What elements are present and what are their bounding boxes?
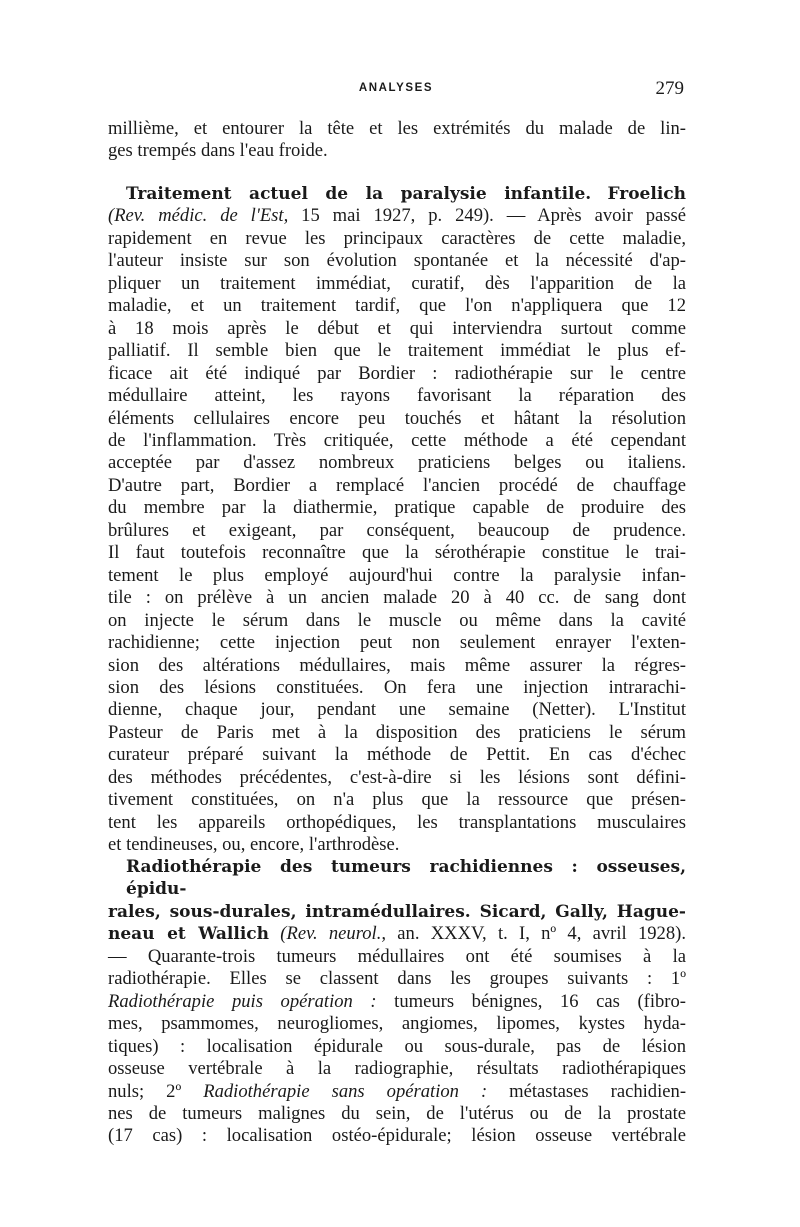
text-line: des méthodes précédentes, c'est-à-dire si les lésions sont défini-	[108, 766, 686, 788]
text-line: millième, et entourer la tête et les extrémités du malade de lin-	[108, 118, 686, 139]
text-line: acceptée par d'assez nombreux praticiens belges ou italiens.	[108, 452, 686, 474]
text-fragment: métastases rachidien-	[509, 1080, 687, 1102]
text-line	[108, 923, 686, 945]
text-line: nes de tumeurs malignes du sein, de l'utérus ou de la prostate	[108, 1102, 686, 1124]
text-line: dienne, chaque jour, pendant une semaine (Netter). L'Institut	[108, 699, 686, 721]
text-line: rachidienne; cette injection peut non seulement enrayer l'exten-	[108, 632, 686, 654]
text-line: Pasteur de Paris met à la disposition des praticiens le sérum	[108, 721, 686, 743]
text-line: Il faut toutefois reconnaître que la sérothérapie constitue le trai-	[108, 542, 686, 564]
page-header	[108, 78, 684, 104]
text-line: palliatif. Il semble bien que le traitement immédiat le plus ef-	[108, 340, 686, 362]
citation-details: 15 mai 1927, p. 249).	[301, 205, 494, 227]
page-number: 279	[655, 78, 684, 99]
text-line: tement le plus employé aujourd'hui contre la paralysie infan-	[108, 564, 686, 586]
text-line	[108, 991, 686, 1013]
text-line	[108, 1081, 686, 1103]
text-line: tent les appareils orthopédiques, les transplantations musculaires	[108, 811, 686, 833]
text-fragment: nuls; 2º	[108, 1080, 182, 1102]
text-line: l'auteur insiste sur son évolution spontanée et la nécessité d'ap-	[108, 250, 686, 272]
abstract-authors: neau et Wallich	[108, 924, 269, 945]
text-line: radiothérapie. Elles se classent dans les groupes suivants : 1º	[108, 968, 686, 990]
text-line: on injecte le sérum dans le muscle ou même dans la cavité	[108, 609, 686, 631]
abstract-title: Radiothérapie des tumeurs rachidiennes : osseuses, épidu-	[126, 857, 686, 900]
text-line: osseuse vertébrale à la radiographie, résultats radiothérapiques	[108, 1058, 686, 1080]
abstract-radiotherapie-tumeurs	[108, 856, 686, 1148]
paragraph-continuation	[108, 118, 686, 163]
text-fragment: — Après avoir passé	[506, 205, 686, 227]
text-line: tiques) : localisation épidurale ou sous-durale, pas de lésion	[108, 1035, 686, 1057]
abstract-title: Traitement actuel de la paralysie infantile.	[126, 184, 592, 204]
text-line: et tendineuses, ou, encore, l'arthrodèse.	[108, 834, 400, 856]
text-line: médullaire atteint, les rayons favorisant la réparation des	[108, 385, 686, 407]
text-line: sion des altérations médullaires, mais même assurer la régres-	[108, 654, 686, 676]
citation-journal: (Rev. neurol.,	[280, 923, 386, 945]
text-line: curateur préparé suivant la méthode de Pettit. En cas d'échec	[108, 744, 686, 766]
text-line: pliquer un traitement immédiat, curatif, dès l'apparition de la	[108, 272, 686, 294]
text-line: ficace ait été indiqué par Bordier : radiothérapie sur le centre	[108, 362, 686, 384]
group-label: Radiothérapie puis opération :	[108, 990, 377, 1012]
text-line: D'autre part, Bordier a remplacé l'ancien procédé de chauffage	[108, 474, 686, 496]
text-line: brûlures et exigeant, par conséquent, beaucoup de prudence.	[108, 519, 686, 541]
text-line: sion des lésions constituées. On fera une injection intrarachi-	[108, 676, 686, 698]
text-line: du membre par la diathermie, pratique capable de produire des	[108, 497, 686, 519]
running-title: ANALYSES	[358, 82, 434, 94]
abstract-author: Froelich	[607, 184, 686, 204]
abstract-heading-line	[108, 183, 686, 205]
text-line: éléments cellulaires encore peu touchés et hâtant la résolution	[108, 407, 686, 429]
text-line: ges trempés dans l'eau froide.	[108, 140, 328, 162]
text-line: de l'inflammation. Très critiquée, cette méthode a été cependant	[108, 429, 686, 451]
group-label: Radiothérapie sans opération :	[203, 1080, 488, 1102]
text-line	[108, 205, 686, 227]
text-line: maladie, et un traitement tardif, que l'on n'appliquera que 12	[108, 295, 686, 317]
text-line: tivement constituées, on n'a plus que la ressource que présen-	[108, 789, 686, 811]
citation-journal: (Rev. médic. de l'Est,	[108, 205, 289, 227]
text-fragment: tumeurs bénignes, 16 cas (fibro-	[394, 990, 686, 1012]
text-line: (17 cas) : localisation ostéo-épidurale; lésion osseuse vertébrale	[108, 1125, 686, 1147]
text-line: rapidement en revue les principaux caractères de cette maladie,	[108, 227, 686, 249]
abstract-paralysie-infantile	[108, 183, 686, 857]
abstract-title: rales, sous-durales, intramédullaires. Sicard, Gally, Hague-	[108, 901, 686, 922]
text-line: tile : on prélève à un ancien malade 20 à 40 cc. de sang dont	[108, 587, 686, 609]
text-line: à 18 mois après le début et qui interviendra surtout comme	[108, 317, 686, 339]
citation-details: an. XXXV, t. I, nº 4, avril 1928).	[397, 923, 686, 945]
text-line: mes, psammomes, neurogliomes, angiomes, lipomes, kystes hyda-	[108, 1013, 686, 1035]
text-line: — Quarante-trois tumeurs médullaires ont été soumises à la	[108, 945, 686, 967]
